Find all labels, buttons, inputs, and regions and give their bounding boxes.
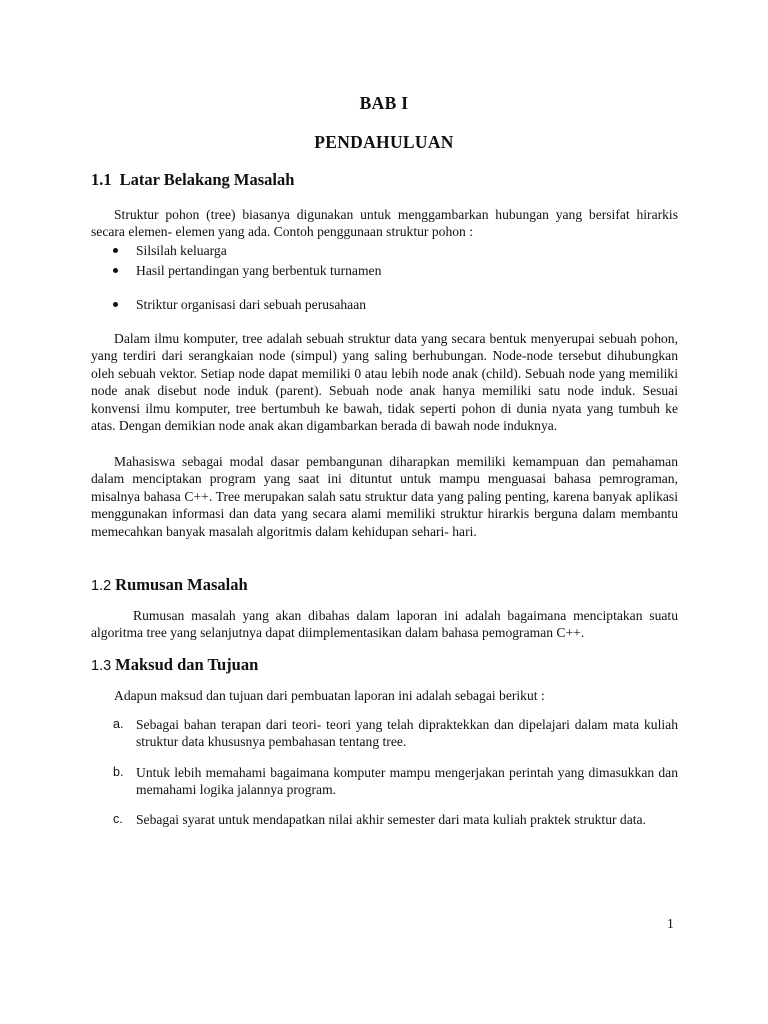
list-item	[113, 764, 678, 799]
list-item	[113, 716, 678, 751]
section-number: 1.1	[91, 170, 112, 189]
section-number: 1.2	[91, 578, 112, 594]
bullet-text: Silsilah keluarga	[136, 243, 227, 258]
section-1-1-paragraph-1: Dalam ilmu komputer, tree adalah sebuah struktur data yang secara bentuk menyerupai sebuah pohon, yang terdiri dari serangkaian node (simpul) yang saling berhubungan. Node-node tersebut dihubungkan oleh sebuah vektor. Setiap node dapat memiliki 0 atau lebih node anak (child). Sebuah node yang memiliki node anak disebut node induk (parent). Sebuah node anak hanya memiliki satu node induk. Sesuai konvensi ilmu komputer, tree bertumbuh ke bawah, tidak seperti pohon di dunia nyata yang tumbuh ke atas. Dengan demikian node anak akan digambarkan berada di bawah node induknya.	[91, 331, 678, 434]
section-title: Latar Belakang Masalah	[119, 170, 295, 189]
list-text: Sebagai bahan terapan dari teori- teori yang telah dipraktekkan dan dipelajari dalam mata kuliah struktur data khususnya pembahasan tentang tree.	[136, 717, 678, 750]
section-title: Rumusan Masalah	[115, 575, 248, 594]
list-text: Sebagai syarat untuk mendapatkan nilai akhir semester dari mata kuliah praktek struktur data.	[136, 812, 646, 827]
bullet-icon	[113, 302, 118, 307]
section-heading-1-3	[91, 655, 258, 675]
list-text: Untuk lebih memahami bagaimana komputer mampu mengerjakan perintah yang dimasukkan dan memahami logika jalannya program.	[136, 765, 678, 798]
list-marker: b.	[113, 765, 124, 779]
section-1-1-paragraph-2: Mahasiswa sebagai modal dasar pembangunan diharapkan memiliki kemampuan dan pemahaman dalam menciptakan program yang saat ini dituntut untuk mampu menguasai bahasa pemrograman, misalnya bahasa C++. Tree merupakan salah satu struktur data yang paling penting, karena banyak aplikasi menggunakan informasi dan data yang secara alami memiliki struktur hirarkis berguna dalam membantu memecahkan banyak masalah algoritmis dalam kehidupan sehari- hari.	[91, 454, 678, 539]
list-marker: a.	[113, 717, 124, 731]
bullet-text: Hasil pertandingan yang berbentuk turnamen	[136, 263, 382, 278]
section-heading-1-1	[91, 170, 294, 190]
chapter-title: PENDAHULUAN	[314, 132, 454, 152]
section-title: Maksud dan Tujuan	[115, 655, 259, 674]
list-item	[113, 811, 678, 828]
section-1-1-intro: Struktur pohon (tree) biasanya digunakan untuk menggambarkan hubungan yang bersifat hirarkis secara elemen- elemen yang ada. Contoh penggunaan struktur pohon :	[91, 207, 678, 240]
bullet-icon	[113, 248, 118, 253]
chapter-label: BAB I	[359, 93, 409, 113]
section-1-3-intro: Adapun maksud dan tujuan dari pembuatan laporan ini adalah sebagai berikut :	[114, 688, 545, 703]
bullet-icon	[113, 268, 118, 273]
page-number: 1	[667, 916, 674, 931]
list-marker: c.	[113, 812, 123, 826]
bullet-text: Striktur organisasi dari sebuah perusahaan	[136, 297, 367, 312]
section-number: 1.3	[91, 658, 112, 674]
section-heading-1-2	[91, 575, 248, 595]
section-1-2-paragraph: Rumusan masalah yang akan dibahas dalam laporan ini adalah bagaimana menciptakan suatu algoritma tree yang selanjutnya dapat diimplementasikan dalam bahasa pemograman C++.	[91, 608, 678, 641]
